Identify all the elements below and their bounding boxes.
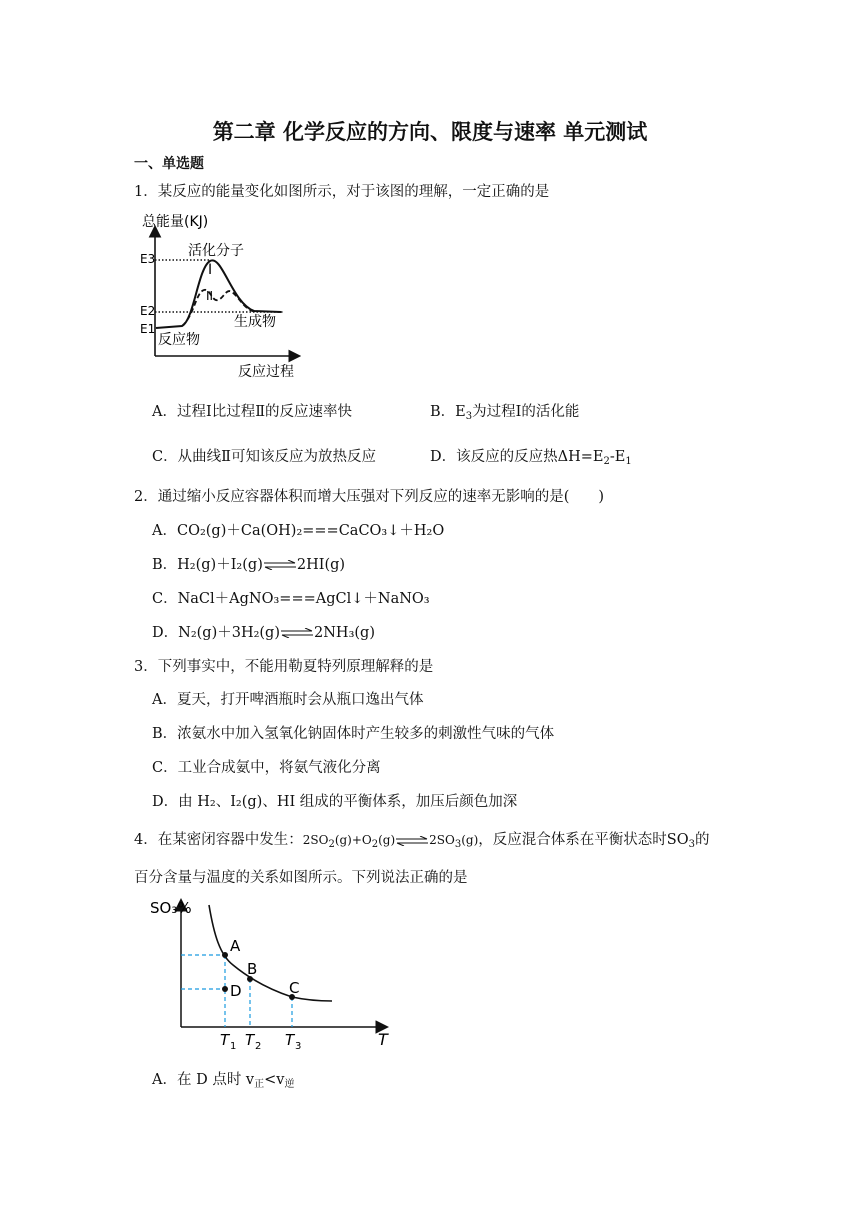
q4-stem-middle: ，反应混合体系在平衡状态时 bbox=[478, 832, 667, 848]
page-title: 第二章 化学反应的方向、限度与速率 单元测试 bbox=[212, 120, 648, 144]
q4-option-a-sub-reverse: 逆 bbox=[284, 1079, 295, 1090]
q4-point-a bbox=[222, 952, 228, 958]
q2-option-d-products: 2NH₃(g) bbox=[314, 625, 375, 641]
q4-stem-line2: 百分含量与温度的关系如图所示。下列说法正确的是 bbox=[134, 870, 468, 886]
q2-option-c[interactable]: C．NaCl＋AgNO₃===AgCl↓＋NaNO₃ bbox=[152, 591, 430, 607]
svg-text:3: 3 bbox=[295, 1041, 302, 1052]
q1-option-a[interactable]: A．过程Ⅰ比过程Ⅱ的反应速率快 bbox=[152, 404, 353, 420]
q4-label-c: C bbox=[289, 979, 300, 997]
q3-option-a[interactable]: A．夏天，打开啤酒瓶时会从瓶口逸出气体 bbox=[152, 692, 424, 708]
q1-products-label: 生成物 bbox=[234, 314, 276, 330]
q4-label-d: D bbox=[230, 982, 242, 1000]
q3-option-c[interactable]: C．工业合成氨中，将氨气液化分离 bbox=[152, 760, 381, 776]
section-heading: 一、单选题 bbox=[134, 156, 204, 172]
q2-option-d-reactants: D．N₂(g)＋3H₂(g) bbox=[152, 625, 281, 641]
q1-xlabel: 反应过程 bbox=[238, 364, 294, 380]
q3-option-d[interactable]: D．由 H₂、I₂(g)、HI 组成的平衡体系，加压后颜色加深 bbox=[152, 794, 518, 810]
q3-stem: 3．下列事实中，不能用勒夏特列原理解释的是 bbox=[134, 659, 434, 675]
q1-activated-label: 活化分子 bbox=[188, 243, 244, 259]
q1-option-d-text: D．该反应的反应热 bbox=[430, 449, 558, 465]
q2-option-b-products: 2HI(g) bbox=[296, 557, 346, 573]
q4-label-a: A bbox=[230, 937, 241, 955]
q4-ylabel: SO₃% bbox=[150, 899, 192, 917]
q2-option-d[interactable] bbox=[152, 621, 375, 642]
q4-xlabel: T bbox=[378, 1030, 388, 1049]
q1-ylabel: 总能量(KJ) bbox=[142, 214, 209, 230]
q1-curve-2-label: II bbox=[206, 289, 214, 303]
q1-energy-diagram bbox=[134, 208, 304, 383]
q2-option-a[interactable]: A．CO₂(g)＋Ca(OH)₂===CaCO₃↓＋H₂O bbox=[152, 523, 445, 539]
svg-text:1: 1 bbox=[230, 1041, 237, 1052]
q4-equilibrium-curve bbox=[209, 905, 332, 1001]
q4-so3-temperature-graph bbox=[150, 895, 400, 1055]
q1-option-b-text: 为过程Ⅰ的活化能 bbox=[472, 404, 580, 420]
q2-option-b-reactants: B．H₂(g)＋I₂(g) bbox=[152, 557, 263, 573]
equilibrium-arrow-icon bbox=[395, 836, 429, 846]
q4-tick-t3: T bbox=[285, 1031, 295, 1049]
svg-text:2: 2 bbox=[255, 1041, 262, 1052]
q2-stem: 2．通过缩小反应容器体积而增大压强对下列反应的速率无影响的是( ) bbox=[134, 489, 605, 505]
q1-e1-label: E1 bbox=[140, 322, 156, 336]
q3-option-b[interactable]: B．浓氨水中加入氢氧化钠固体时产生较多的刺激性气味的气体 bbox=[152, 726, 555, 742]
q4-stem-end: 的 bbox=[695, 832, 710, 848]
q1-e2-label: E2 bbox=[140, 304, 156, 318]
q4-option-a-text: A．在 D 点时 v bbox=[152, 1072, 255, 1088]
q4-equation: $2SO_2(g)+O_2(g)$ $2SO_3(g)$ bbox=[302, 833, 479, 850]
q4-option-a-less-than: <v bbox=[264, 1072, 285, 1088]
q4-label-b: B bbox=[247, 960, 258, 978]
q1-curve-1-label: I bbox=[208, 262, 213, 278]
q4-tick-t2: T bbox=[245, 1031, 255, 1049]
q1-option-d[interactable]: D．该反应的反应热$\Delta H=E_2-E_1$ bbox=[430, 449, 632, 467]
q4-option-a[interactable] bbox=[152, 1068, 294, 1089]
q2-option-b[interactable] bbox=[152, 553, 345, 574]
q1-reactants-label: 反应物 bbox=[158, 332, 200, 348]
equilibrium-arrow-icon bbox=[280, 628, 314, 638]
q4-option-a-sub-forward: 正 bbox=[254, 1079, 265, 1090]
q1-option-b[interactable]: B．$E_3$为过程Ⅰ的活化能 bbox=[430, 404, 580, 422]
q4-tick-t1: T bbox=[220, 1031, 230, 1049]
q4-point-d bbox=[222, 986, 228, 992]
q1-stem: 1．某反应的能量变化如图所示，对于该图的理解，一定正确的是 bbox=[134, 184, 550, 200]
q1-option-c[interactable]: C．从曲线Ⅱ可知该反应为放热反应 bbox=[152, 449, 376, 465]
q4-stem-intro: 4．在某密闭容器中发生： bbox=[134, 832, 303, 848]
equilibrium-arrow-icon bbox=[263, 560, 297, 570]
q1-option-b-prefix: B． bbox=[430, 404, 456, 420]
q4-stem-line1: 4．在某密闭容器中发生：$2SO_2(g)+O_2(g)$ $2SO_3(g)$，反应混合体系在平衡状态时$SO_3$的 bbox=[134, 832, 710, 850]
q1-e3-label: E3 bbox=[140, 252, 156, 266]
